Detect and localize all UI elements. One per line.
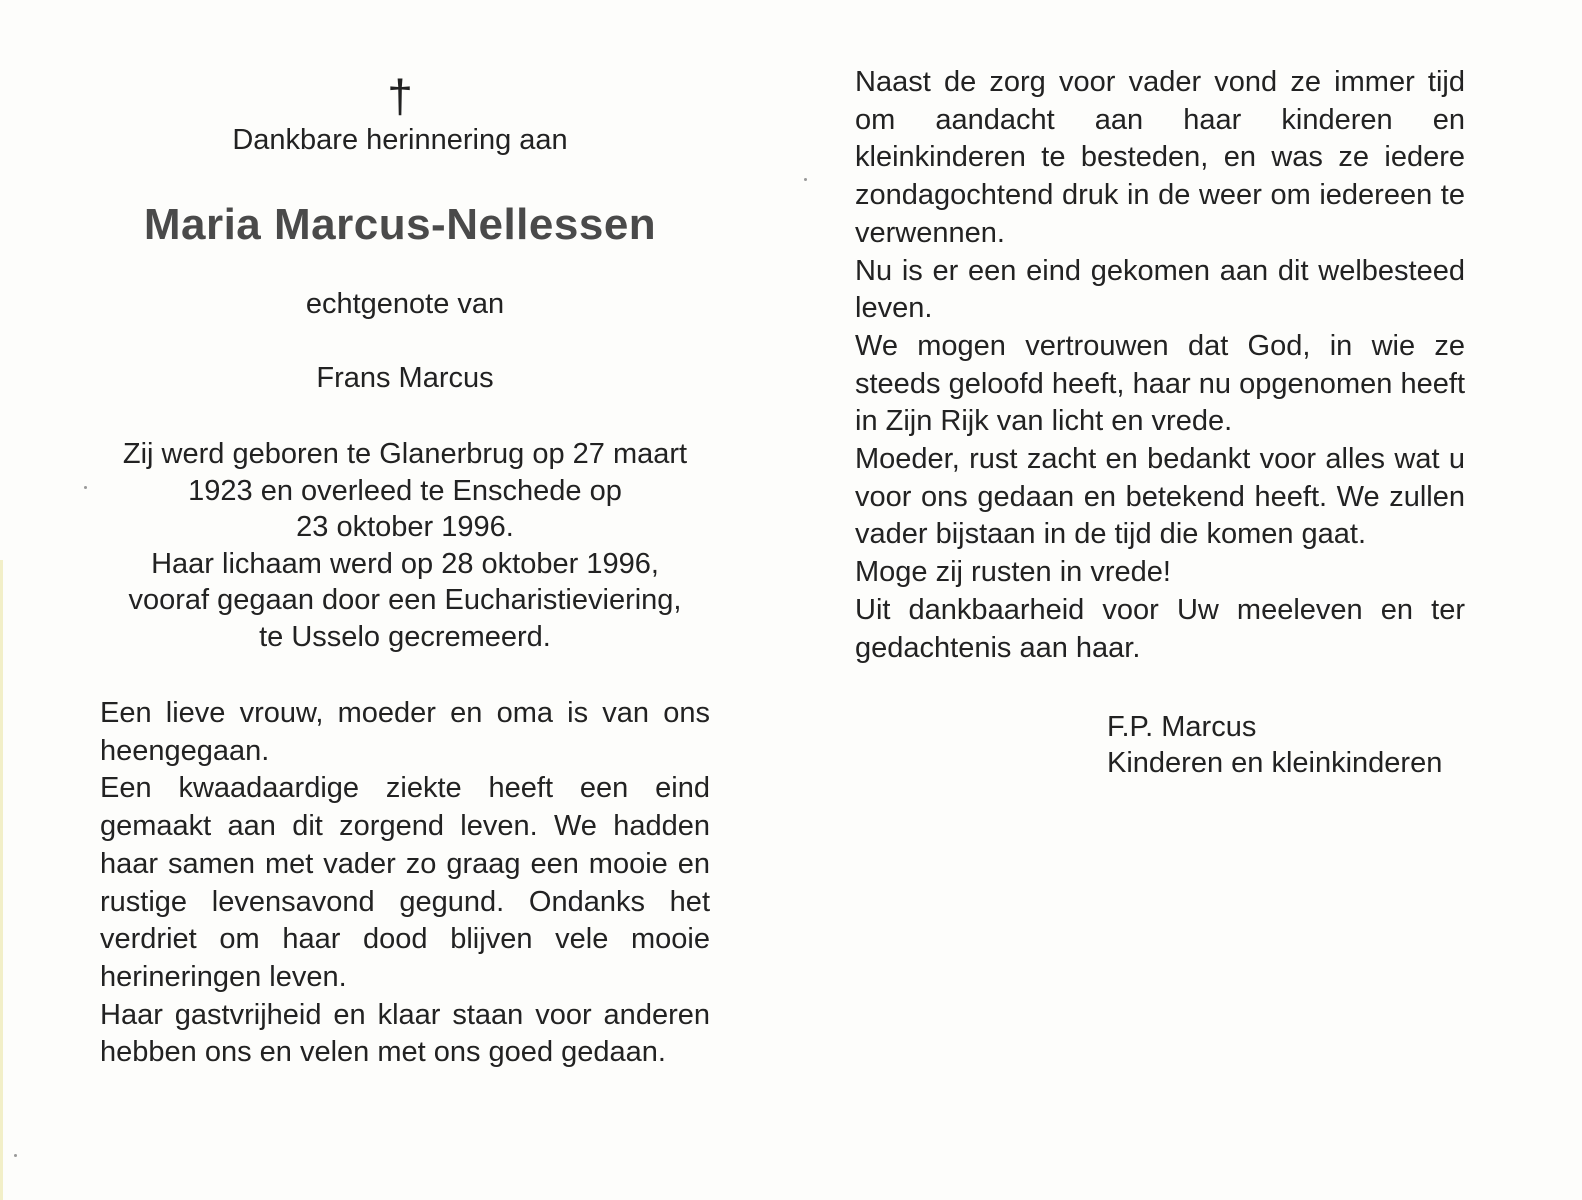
paragraph: Een lieve vrouw, moeder en oma is van ons heengegaan.: [100, 697, 710, 767]
scan-speck: [84, 486, 87, 489]
life-details-line: Zij werd geboren te Glanerbrug op 27 maart: [122, 438, 688, 470]
signature-line: F.P. Marcus: [1107, 711, 1257, 744]
paragraph: Haar gastvrijheid en klaar staan voor anderen hebben ons en velen met ons goed gedaan.: [100, 998, 710, 1069]
left-column: [100, 70, 710, 1072]
paragraph: Een kwaadaardige ziekte heeft een eind gemaakt aan dit zorgend leven. We hadden haar samen met vader zo graag een mooie en rustige levensavond gegund. Ondanks het verdriet om haar dood blijven vele mooie herineringen leven.: [100, 772, 710, 993]
life-details-line: 1923 en overleed te Enschede op: [188, 474, 622, 507]
closing-wish: Moge zij rusten in vrede!: [855, 556, 1171, 589]
thanks-text: Uit dankbaarheid voor Uw meeleven en ter gedachtenis aan haar.: [855, 593, 1465, 664]
life-details-line: 23 oktober 1996.: [296, 511, 514, 543]
right-column: [855, 64, 1465, 781]
life-details-line: te Usselo gecremeerd.: [259, 620, 551, 653]
life-details-line: Haar lichaam werd op 28 oktober 1996,: [151, 547, 659, 580]
left-text: [100, 695, 710, 1072]
life-details: [100, 436, 710, 655]
life-details-line: vooraf gegaan door een Eucharistieviering,: [128, 584, 682, 616]
cross-icon: †: [387, 70, 413, 122]
deceased-name: Maria Marcus-Nellessen: [143, 200, 657, 249]
spouse-name: Frans Marcus: [316, 362, 494, 394]
signature: [1107, 709, 1465, 781]
right-text: [855, 64, 1465, 667]
paragraph: We mogen vertrouwen dat God, in wie ze steeds geloofd heeft, haar nu opgenomen heeft in Zijn Rijk van licht en vrede.: [855, 329, 1465, 438]
signature-line: Kinderen en kleinkinderen: [1107, 747, 1443, 780]
paragraph: Naast de zorg voor vader vond ze immer tijd om aandacht aan haar kinderen en kleinkinderen te besteden, en was ze iedere zondagochtend druk in de weer om iedereen te verwennen.: [855, 66, 1465, 249]
paragraph: Nu is er een eind gekomen aan dit welbesteed leven.: [855, 254, 1465, 325]
scan-speck: [804, 178, 807, 181]
spouse-label: echtgenote van: [305, 288, 505, 320]
scan-edge: [0, 560, 3, 1200]
paragraph: Moeder, rust zacht en bedankt voor alles wat u voor ons gedaan en betekend heeft. We zullen vader bijstaan in de tijd die komen gaat.: [855, 443, 1465, 551]
scan-speck: [14, 1154, 17, 1157]
intro-text: Dankbare herinnering aan: [232, 124, 568, 156]
